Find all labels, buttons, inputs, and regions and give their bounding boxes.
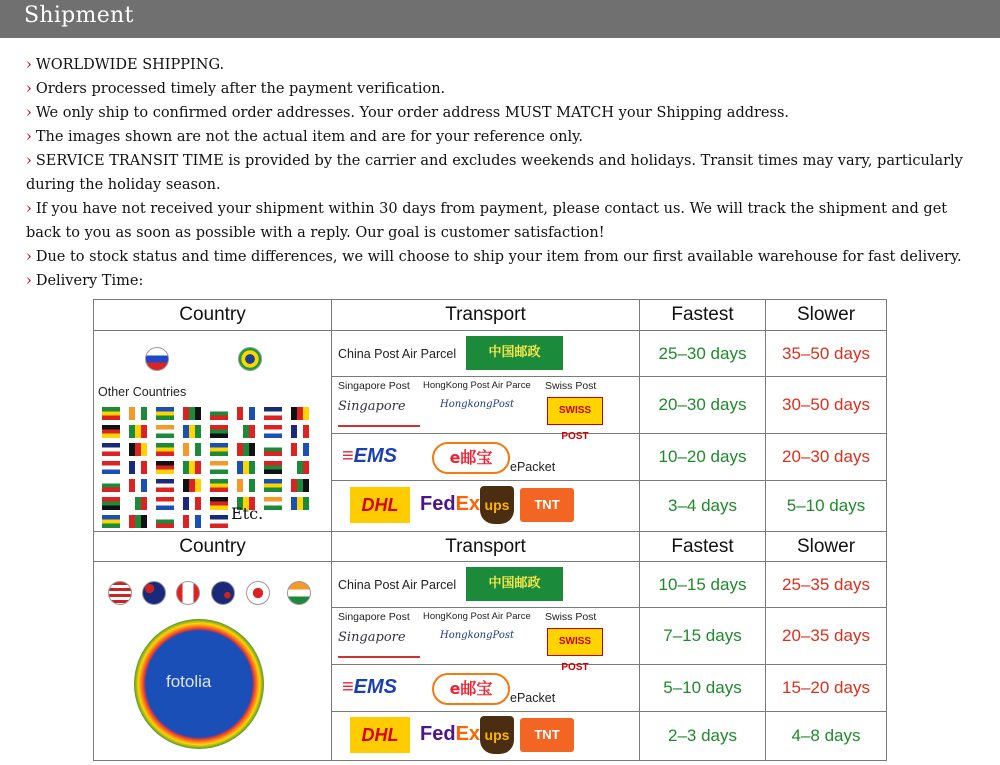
- country-flag-icon: [129, 443, 147, 456]
- delivery-time-table: [93, 299, 887, 761]
- swiss-post-logo: SWISS POST: [547, 397, 603, 425]
- country-flag-icon: [156, 461, 174, 474]
- country-flag-icon: [237, 425, 255, 438]
- country-flag-icon: [156, 425, 174, 438]
- country-flag-icon: [183, 497, 201, 510]
- table-row: [94, 562, 887, 608]
- country-flag-icon: [264, 443, 282, 456]
- transport-cell: [332, 331, 640, 377]
- country-flag-icon: [237, 461, 255, 474]
- country-flag-icon: [264, 461, 282, 474]
- country-flag-icon: [264, 407, 282, 420]
- country-flag-icon: [291, 479, 309, 492]
- country-flag-icon: [210, 461, 228, 474]
- country-cell-major: [94, 562, 332, 761]
- country-flag-icon: [102, 425, 120, 438]
- fastest-cell: 25–30 days: [640, 331, 766, 377]
- swiss-post-label: Swiss Post: [545, 611, 597, 623]
- china-post-logo: 中国邮政: [466, 567, 563, 601]
- russia-flag-icon: [145, 347, 169, 371]
- singapore-post-logo: Singapore: [338, 399, 420, 427]
- country-flag-icon: [129, 407, 147, 420]
- country-flag-icon: [102, 497, 120, 510]
- country-flag-icon: [102, 461, 120, 474]
- fastest-cell: 3–4 days: [640, 481, 766, 532]
- hongkong-post-label: HongKong Post Air Parce: [423, 380, 531, 391]
- hongkong-post-logo: HongkongPost: [440, 630, 514, 641]
- header-fastest: Fastest: [640, 532, 766, 562]
- tnt-logo: TNT: [520, 488, 574, 522]
- fastest-cell: 20–30 days: [640, 377, 766, 434]
- country-flag-icon: [156, 479, 174, 492]
- header-fastest: Fastest: [640, 300, 766, 331]
- country-flag-icon: [237, 443, 255, 456]
- arrow-icon: ›: [26, 249, 32, 265]
- header-country: Country: [94, 300, 332, 331]
- country-flag-icon: [129, 461, 147, 474]
- arrow-icon: ›: [26, 81, 32, 97]
- country-flag-icon: [183, 425, 201, 438]
- header-transport: Transport: [332, 532, 640, 562]
- transport-cell: [332, 434, 640, 481]
- swiss-post-label: Swiss Post: [545, 380, 597, 392]
- country-flag-icon: [237, 407, 255, 420]
- other-countries-label: Other Countries: [98, 385, 187, 399]
- fastest-cell: 2–3 days: [640, 712, 766, 761]
- country-flag-icon: [156, 443, 174, 456]
- transport-cell: [332, 562, 640, 608]
- fedex-logo: FedEx: [420, 723, 481, 745]
- header-slower: Slower: [766, 532, 887, 562]
- transport-cell: [332, 608, 640, 673]
- header-country: Country: [94, 532, 332, 562]
- hongkong-post-logo: HongkongPost: [440, 399, 514, 410]
- shipping-notes: [26, 53, 981, 293]
- table-row: [94, 331, 887, 377]
- country-flag-icon: [210, 479, 228, 492]
- singapore-post-label: Singapore Post: [338, 380, 410, 392]
- note-item: › WORLDWIDE SHIPPING.: [26, 57, 225, 73]
- table-header-row: [94, 532, 887, 562]
- etc-label: Etc.: [231, 504, 264, 523]
- australia-flag-icon: [142, 581, 166, 605]
- country-flag-icon: [264, 425, 282, 438]
- transport-cell: [332, 377, 640, 442]
- ems-arrows: ≡: [342, 676, 354, 698]
- fastest-cell: 7–15 days: [640, 608, 766, 665]
- arrow-icon: ›: [26, 153, 32, 169]
- slower-cell: 35–50 days: [766, 331, 887, 377]
- hongkong-post-label: HongKong Post Air Parce: [423, 611, 531, 622]
- fotolia-watermark: fotolia: [166, 671, 212, 691]
- slower-cell: 4–8 days: [766, 712, 887, 761]
- canada-flag-icon: [176, 581, 200, 605]
- transport-cell: [332, 665, 640, 712]
- china-post-logo: 中国邮政: [466, 336, 563, 370]
- country-flag-icon: [183, 515, 201, 528]
- dhl-logo: DHL: [350, 487, 410, 523]
- section-title: Shipment: [24, 3, 134, 28]
- country-flag-icon: [183, 479, 201, 492]
- country-flag-icon: [102, 407, 120, 420]
- country-flag-icon: [156, 497, 174, 510]
- swiss-post-logo: SWISS POST: [547, 628, 603, 656]
- fastest-cell: 10–20 days: [640, 434, 766, 481]
- slower-cell: 20–30 days: [766, 434, 887, 481]
- slower-cell: 20–35 days: [766, 608, 887, 665]
- epacket-label: ePacket: [510, 691, 556, 705]
- arrow-icon: ›: [26, 57, 32, 73]
- usa-flag-icon: [108, 581, 132, 605]
- ems-logo: ≡EMS: [342, 445, 398, 467]
- country-flag-icon: [210, 443, 228, 456]
- note-item: › If you have not received your shipment within 30 days from payment, please contact us. We will track the shipment and get back to you as soon as possible with a reply. Our goal is customer satisfaction!: [26, 201, 948, 241]
- country-flag-icon: [102, 443, 120, 456]
- country-flag-icon: [210, 497, 228, 510]
- country-flag-icon: [291, 497, 309, 510]
- ups-logo: ups: [480, 486, 514, 524]
- country-flag-icon: [264, 497, 282, 510]
- country-flag-icon: [291, 425, 309, 438]
- brazil-flag-icon: [238, 347, 262, 371]
- transport-cell: [332, 481, 640, 532]
- fastest-cell: 5–10 days: [640, 665, 766, 712]
- country-flag-icon: [156, 407, 174, 420]
- india-flag-icon: [287, 581, 311, 605]
- arrow-icon: ›: [26, 129, 32, 145]
- header-transport: Transport: [332, 300, 640, 331]
- country-flag-icon: [129, 515, 147, 528]
- fedex-logo: FedEx: [420, 493, 481, 515]
- country-flag-icon: [183, 443, 201, 456]
- section-header: [0, 0, 1000, 38]
- slower-cell: 15–20 days: [766, 665, 887, 712]
- slower-cell: 30–50 days: [766, 377, 887, 434]
- country-flag-icon: [102, 479, 120, 492]
- singapore-post-logo: Singapore: [338, 630, 420, 658]
- ups-logo: ups: [480, 716, 514, 754]
- japan-flag-icon: [246, 581, 270, 605]
- table-header-row: [94, 300, 887, 331]
- country-flag-icon: [183, 461, 201, 474]
- ems-arrows: ≡: [342, 445, 354, 467]
- note-item: › Due to stock status and time differences, we will choose to ship your item from our first available warehouse for fast delivery.: [26, 249, 962, 265]
- country-flag-icon: [291, 461, 309, 474]
- country-cell-other: [94, 331, 332, 532]
- ems-logo: ≡EMS: [342, 676, 398, 698]
- country-flag-icon: [264, 479, 282, 492]
- tnt-logo: TNT: [520, 718, 574, 752]
- country-flag-icon: [237, 479, 255, 492]
- new-zealand-flag-icon: [211, 581, 235, 605]
- note-item: › We only ship to confirmed order addresses. Your order address MUST MATCH your Shipping address.: [26, 105, 790, 121]
- epacket-logo: e邮宝: [432, 442, 510, 474]
- country-flag-icon: [156, 515, 174, 528]
- china-post-label: China Post Air Parcel: [338, 347, 457, 361]
- china-post-label: China Post Air Parcel: [338, 578, 457, 592]
- epacket-label: ePacket: [510, 460, 556, 474]
- fastest-cell: 10–15 days: [640, 562, 766, 608]
- country-flag-icon: [210, 425, 228, 438]
- country-flag-icon: [102, 515, 120, 528]
- header-slower: Slower: [766, 300, 887, 331]
- arrow-icon: ›: [26, 273, 32, 289]
- singapore-post-label: Singapore Post: [338, 611, 410, 623]
- note-item: › Delivery Time:: [26, 273, 144, 289]
- transport-cell: [332, 712, 640, 761]
- epacket-logo: e邮宝: [432, 673, 510, 705]
- slower-cell: 5–10 days: [766, 481, 887, 532]
- country-flag-icon: [210, 407, 228, 420]
- dhl-logo: DHL: [350, 717, 410, 753]
- slower-cell: 25–35 days: [766, 562, 887, 608]
- note-item: › The images shown are not the actual item and are for your reference only.: [26, 129, 583, 145]
- country-flag-icon: [291, 443, 309, 456]
- country-flag-icon: [129, 497, 147, 510]
- country-flag-icon: [291, 407, 309, 420]
- country-flag-icon: [210, 515, 228, 528]
- country-flag-icon: [129, 479, 147, 492]
- arrow-icon: ›: [26, 105, 32, 121]
- country-flag-icon: [183, 407, 201, 420]
- note-item: › Orders processed timely after the payment verification.: [26, 81, 446, 97]
- note-item: › SERVICE TRANSIT TIME is provided by the carrier and excludes weekends and holidays. Transit times may vary, particularly during the holiday season.: [26, 153, 963, 193]
- country-flag-icon: [129, 425, 147, 438]
- arrow-icon: ›: [26, 201, 32, 217]
